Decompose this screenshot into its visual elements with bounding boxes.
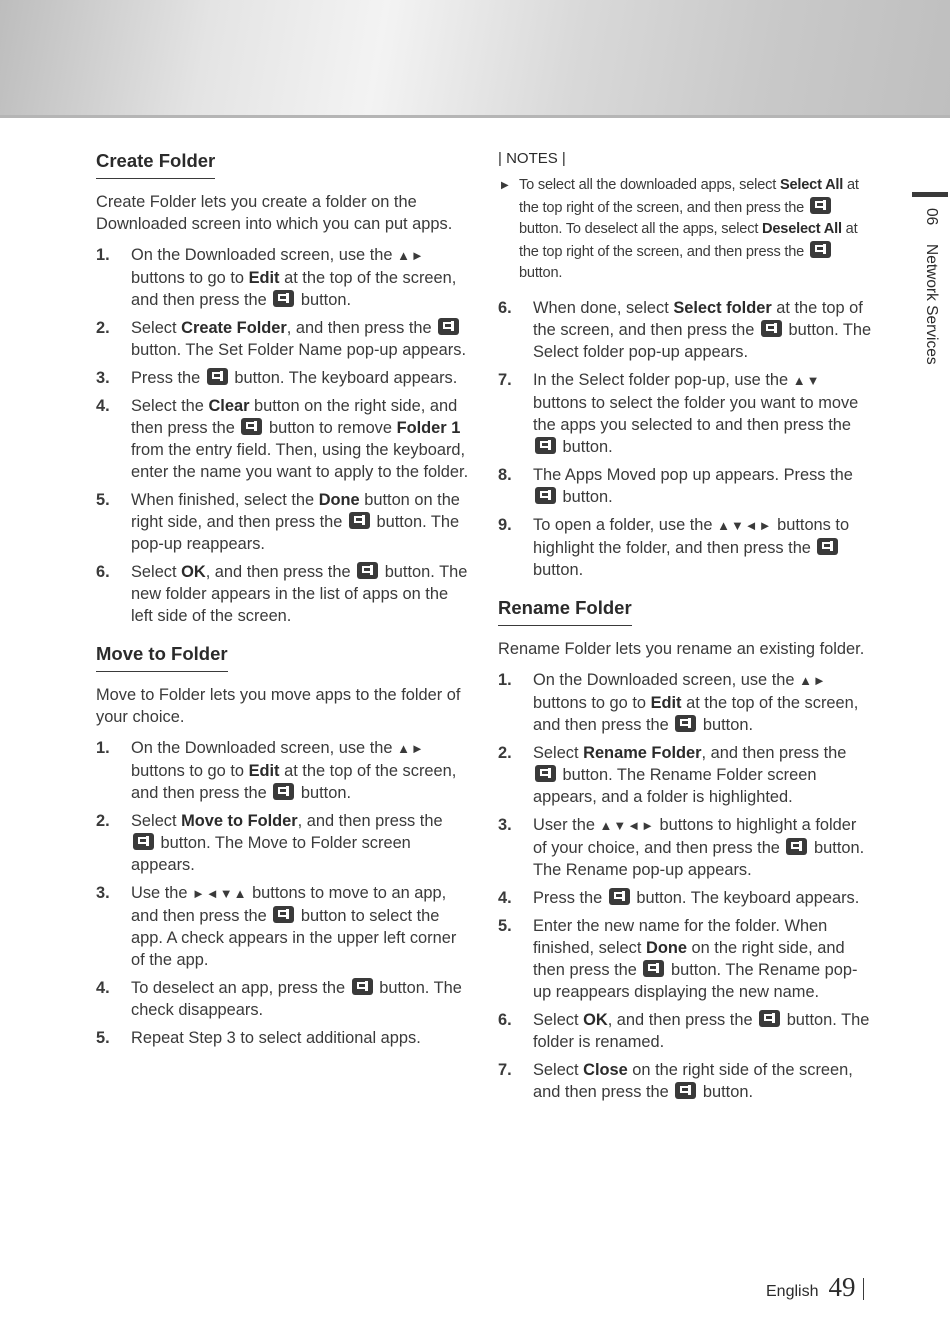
enter-button-icon bbox=[609, 888, 630, 905]
step-item bbox=[498, 915, 873, 1003]
text-run: buttons to select the folder you want to move the apps you selected to and then press the bbox=[533, 393, 859, 434]
text-run: , and then press the bbox=[607, 1010, 758, 1029]
step-number: 6. bbox=[96, 563, 110, 581]
text-run: Press the bbox=[533, 888, 607, 907]
step-item bbox=[96, 882, 471, 971]
move-to-folder-steps bbox=[96, 737, 471, 1049]
rename-folder-intro: Rename Folder lets you rename an existing folder. bbox=[498, 639, 865, 658]
ui-term: Close bbox=[583, 1060, 628, 1079]
arrow-buttons-icon: ▲► bbox=[799, 672, 827, 688]
left-column bbox=[96, 150, 471, 1065]
enter-button-icon bbox=[675, 715, 696, 732]
text-run: button. The Set Folder Name pop-up appears. bbox=[131, 341, 466, 359]
text-run: On the Downloaded screen, use the bbox=[131, 246, 398, 264]
enter-button-icon bbox=[810, 197, 831, 214]
step-number: 3. bbox=[96, 884, 110, 902]
text-run: Select bbox=[131, 563, 182, 581]
chapter-side-tab bbox=[912, 192, 948, 402]
text-run: On the Downloaded screen, use the bbox=[131, 739, 398, 757]
enter-button-icon bbox=[817, 538, 838, 555]
enter-button-icon bbox=[810, 241, 831, 258]
step-item bbox=[498, 464, 873, 508]
step-number: 6. bbox=[498, 1010, 512, 1029]
text-run: Select bbox=[131, 812, 182, 830]
enter-button-icon bbox=[438, 318, 459, 335]
enter-button-icon bbox=[357, 562, 378, 579]
text-run: button. The folder is renamed. bbox=[533, 1010, 870, 1051]
side-tab-text bbox=[922, 208, 940, 364]
arrow-buttons-icon: ▲▼◄► bbox=[717, 517, 773, 533]
step-item bbox=[96, 489, 471, 555]
enter-button-icon bbox=[786, 838, 807, 855]
enter-button-icon bbox=[273, 290, 294, 307]
enter-button-icon bbox=[133, 833, 154, 850]
text-run: button. bbox=[296, 291, 352, 309]
enter-button-icon bbox=[675, 1082, 696, 1099]
text-run: button. The keyboard appears. bbox=[631, 888, 860, 907]
step-number: 3. bbox=[498, 815, 512, 834]
step-number: 9. bbox=[498, 515, 512, 534]
footer-divider bbox=[863, 1278, 864, 1300]
text-run: Repeat Step 3 to select additional apps. bbox=[131, 1029, 421, 1047]
enter-button-icon bbox=[273, 783, 294, 800]
arrow-buttons-icon: ▲► bbox=[397, 248, 425, 263]
text-run: button. bbox=[533, 560, 584, 579]
page-number: 49 bbox=[828, 1272, 856, 1302]
text-run: at the top of the screen, and then press the bbox=[533, 298, 863, 339]
text-run: Select bbox=[533, 1010, 584, 1029]
step-number: 7. bbox=[498, 1060, 512, 1079]
text-run: buttons to go to bbox=[533, 693, 651, 712]
step-item bbox=[96, 810, 471, 876]
enter-button-icon bbox=[643, 960, 664, 977]
text-run: button. The Rename Folder screen appears, and a folder is highlighted. bbox=[533, 765, 817, 806]
step-item bbox=[498, 814, 873, 881]
text-run: Select the bbox=[131, 397, 209, 415]
step-number: 2. bbox=[96, 812, 110, 830]
step-item bbox=[498, 514, 873, 581]
text-run: On the Downloaded screen, use the bbox=[533, 670, 800, 689]
step-number: 2. bbox=[96, 319, 110, 337]
text-run: button. The Rename pop-up appears. bbox=[533, 838, 865, 879]
text-run: To deselect an app, press the bbox=[131, 979, 350, 997]
right-column bbox=[498, 150, 873, 1119]
text-run: button. The Move to Folder screen appears. bbox=[131, 834, 411, 874]
text-run: button. The pop-up reappears. bbox=[131, 513, 460, 553]
text-run: button. The new folder appears in the list of apps on the left side of the screen. bbox=[131, 563, 468, 625]
notes-label: | NOTES | bbox=[498, 150, 566, 167]
step-item bbox=[498, 669, 873, 736]
ui-term: Rename Folder bbox=[583, 743, 702, 762]
text-run: Use the bbox=[131, 884, 193, 902]
step-item bbox=[498, 887, 873, 909]
step-item bbox=[498, 297, 873, 363]
step-item bbox=[96, 244, 471, 311]
move-to-folder-heading: Move to Folder bbox=[96, 643, 228, 672]
enter-button-icon bbox=[273, 906, 294, 923]
text-run: button. bbox=[558, 437, 613, 456]
text-run: , and then press the bbox=[205, 563, 356, 581]
text-run: button to remove bbox=[264, 419, 397, 437]
text-run: When finished, select the bbox=[131, 491, 319, 509]
text-run: from the entry field. Then, using the keyboard, enter the name you want to apply to the folder. bbox=[131, 441, 469, 481]
text-run: button. The Rename pop-up reappears displaying the new name. bbox=[533, 960, 858, 1001]
enter-button-icon bbox=[535, 765, 556, 782]
enter-button-icon bbox=[535, 437, 556, 454]
text-run: buttons to highlight the folder, and then press the bbox=[533, 515, 850, 557]
arrow-buttons-icon: ▲▼◄► bbox=[599, 817, 655, 833]
move-to-folder-intro: Move to Folder lets you move apps to the folder of your choice. bbox=[96, 686, 461, 726]
text-run: button. bbox=[558, 487, 613, 506]
arrow-buttons-icon: ▲► bbox=[397, 741, 425, 756]
ui-term: Select folder bbox=[673, 298, 772, 317]
text-run: button. bbox=[296, 784, 352, 802]
enter-button-icon bbox=[207, 368, 228, 385]
ui-term: Clear bbox=[208, 397, 250, 415]
text-run: button. bbox=[698, 1082, 754, 1101]
text-run: button. To deselect all the apps, select bbox=[519, 221, 763, 238]
footer-language: English bbox=[766, 1283, 819, 1300]
rename-folder-steps bbox=[498, 669, 873, 1103]
step-number: 2. bbox=[498, 743, 512, 762]
text-run: at the top of the screen, and then press the bbox=[131, 269, 457, 309]
page-footer bbox=[766, 1272, 864, 1306]
text-run: buttons to move to an app, and then press the bbox=[131, 884, 447, 925]
notes-box bbox=[498, 150, 873, 285]
ui-term: Edit bbox=[248, 269, 280, 287]
text-run: The Apps Moved pop up appears. Press the bbox=[533, 465, 853, 484]
move-to-folder-section bbox=[96, 643, 471, 1049]
chapter-name: Network Services bbox=[923, 243, 940, 365]
notes-list bbox=[498, 175, 873, 285]
ui-term: Select All bbox=[779, 177, 844, 193]
step-number: 4. bbox=[96, 979, 110, 997]
text-run: at the top of the screen, and then press the bbox=[131, 762, 457, 802]
step-number: 1. bbox=[96, 246, 110, 264]
step-number: 4. bbox=[96, 397, 110, 415]
text-run: , and then press the bbox=[286, 319, 437, 337]
text-run: When done, select bbox=[533, 298, 674, 317]
create-folder-section bbox=[96, 150, 471, 627]
text-run: buttons to go to bbox=[131, 269, 249, 287]
text-run: at the top right of the screen, and then press the bbox=[519, 177, 859, 216]
text-run: To select all the downloaded apps, select bbox=[519, 177, 780, 193]
text-run: button on the right side, and then press the bbox=[131, 397, 458, 437]
step-number: 7. bbox=[498, 370, 512, 389]
step-number: 5. bbox=[498, 916, 512, 935]
step-item bbox=[498, 742, 873, 808]
step-number: 1. bbox=[498, 670, 512, 689]
enter-button-icon bbox=[759, 1010, 780, 1027]
text-run: button to select the app. A check appears in the upper left corner of the app. bbox=[131, 907, 457, 969]
text-run: buttons to highlight a folder of your choice, and then press the bbox=[533, 815, 857, 857]
text-run: Press the bbox=[131, 369, 205, 387]
move-to-folder-steps-continued bbox=[498, 297, 873, 581]
chapter-number: 06 bbox=[923, 208, 940, 226]
text-run: button on the right side, and then press the bbox=[131, 491, 460, 531]
text-run: button. bbox=[519, 265, 563, 282]
step-number: 3. bbox=[96, 369, 110, 387]
ui-term: Deselect All bbox=[762, 221, 842, 238]
text-run: on the right side of the screen, and then press the bbox=[533, 1060, 853, 1101]
ui-term: Create Folder bbox=[181, 319, 287, 337]
ui-term: Folder 1 bbox=[396, 419, 461, 437]
step-item bbox=[96, 737, 471, 804]
ui-term: OK bbox=[583, 1010, 608, 1029]
step-number: 4. bbox=[498, 888, 512, 907]
step-item bbox=[96, 367, 471, 389]
step-number: 6. bbox=[498, 298, 512, 317]
enter-button-icon bbox=[352, 978, 373, 995]
step-number: 1. bbox=[96, 739, 110, 757]
create-folder-steps bbox=[96, 244, 471, 627]
header-banner bbox=[0, 0, 950, 118]
text-run: Select bbox=[131, 319, 182, 337]
step-number: 5. bbox=[96, 491, 110, 509]
step-item bbox=[96, 561, 471, 627]
ui-term: Edit bbox=[248, 762, 280, 780]
text-run: In the Select folder pop-up, use the bbox=[533, 370, 793, 389]
step-item bbox=[96, 977, 471, 1021]
side-tab-bar bbox=[912, 192, 948, 197]
enter-button-icon bbox=[535, 487, 556, 504]
text-run: on the right side, and then press the bbox=[533, 938, 845, 979]
note-item bbox=[498, 175, 873, 285]
step-item bbox=[498, 369, 873, 458]
text-run: at the top right of the screen, and then press the bbox=[519, 221, 858, 260]
enter-button-icon bbox=[349, 512, 370, 529]
step-number: 8. bbox=[498, 465, 512, 484]
step-item bbox=[96, 395, 471, 483]
ui-term: Done bbox=[645, 938, 687, 957]
text-run: button. The Select folder pop-up appears. bbox=[533, 320, 872, 361]
arrow-buttons-icon: ▲▼ bbox=[792, 372, 821, 388]
step-number: 5. bbox=[96, 1029, 110, 1047]
ui-term: Done bbox=[318, 491, 360, 509]
text-run: To open a folder, use the bbox=[533, 515, 718, 534]
bullet-triangle-icon: ▶ bbox=[501, 180, 509, 191]
text-run: User the bbox=[533, 815, 600, 834]
step-item bbox=[96, 1027, 471, 1049]
step-item bbox=[498, 1059, 873, 1103]
text-run: buttons to go to bbox=[131, 762, 249, 780]
ui-term: Move to Folder bbox=[181, 812, 298, 830]
create-folder-heading: Create Folder bbox=[96, 150, 215, 179]
create-folder-intro: Create Folder lets you create a folder on the Downloaded screen into which you can put apps. bbox=[96, 193, 453, 233]
ui-term: Edit bbox=[650, 693, 682, 712]
text-run: Select bbox=[533, 1060, 584, 1079]
text-run: at the top of the screen, and then press the bbox=[533, 693, 859, 734]
text-run: button. bbox=[698, 715, 754, 734]
enter-button-icon bbox=[761, 320, 782, 337]
text-run: Select bbox=[533, 743, 584, 762]
step-item bbox=[96, 317, 471, 361]
text-run: , and then press the bbox=[297, 812, 443, 830]
rename-folder-section bbox=[498, 597, 873, 1103]
arrow-buttons-icon: ►◄▼▲ bbox=[192, 886, 248, 901]
ui-term: OK bbox=[181, 563, 206, 581]
text-run: button. The check disappears. bbox=[131, 979, 462, 1019]
text-run: button. The keyboard appears. bbox=[229, 369, 458, 387]
step-item bbox=[498, 1009, 873, 1053]
text-run: , and then press the bbox=[701, 743, 847, 762]
enter-button-icon bbox=[241, 418, 262, 435]
rename-folder-heading: Rename Folder bbox=[498, 597, 632, 626]
text-run: Enter the new name for the folder. When finished, select bbox=[533, 916, 828, 957]
